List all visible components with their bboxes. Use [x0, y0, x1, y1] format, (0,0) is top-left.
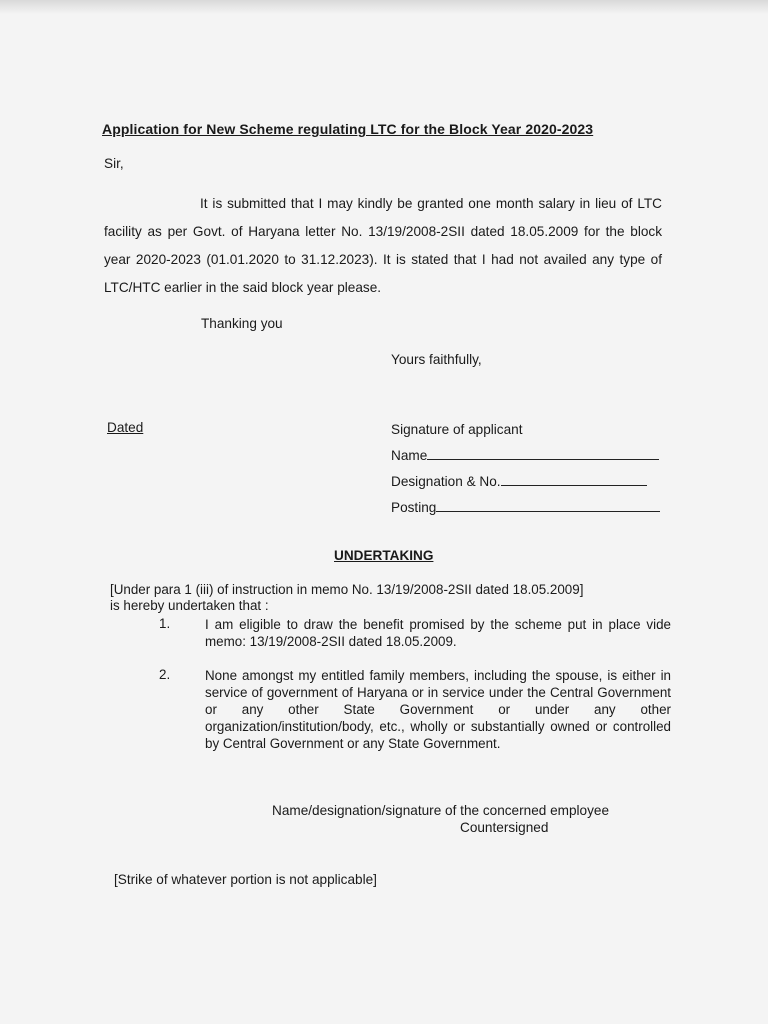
scan-shadow: [0, 0, 768, 14]
thanks-line: Thanking you: [201, 316, 283, 331]
designation-label: Designation & No.: [391, 474, 501, 489]
designation-blank-line: [501, 473, 647, 486]
undertaking-heading: UNDERTAKING: [334, 548, 434, 563]
closing-line: Yours faithfully,: [391, 352, 482, 367]
undertaking-item-number: 1.: [159, 616, 171, 631]
posting-field: [391, 499, 660, 515]
signature-label: Signature of applicant: [391, 422, 523, 437]
name-label: Name: [391, 448, 428, 463]
posting-blank-line: [436, 499, 660, 512]
designation-field: [391, 473, 647, 489]
undertaking-intro: is hereby undertaken that :: [110, 598, 269, 613]
undertaking-item-number: 2.: [159, 667, 171, 682]
employee-signature-line: Name/designation/signature of the concerned employee: [272, 803, 610, 818]
document-title: Application for New Scheme regulating LTC for the Block Year 2020-2023: [102, 121, 594, 137]
salutation: Sir,: [104, 156, 124, 171]
name-blank-line: [427, 447, 659, 460]
posting-label: Posting: [391, 500, 437, 515]
undertaking-reference-block: [110, 582, 670, 614]
undertaking-item-text: I am eligible to draw the benefit promised by the scheme put in place vide memo: 13/19/2008-2SII dated 18.05.2009.: [205, 617, 671, 649]
countersigned-label: Countersigned: [460, 820, 549, 835]
dated-label: Dated: [107, 420, 144, 435]
application-body: It is submitted that I may kindly be granted one month salary in lieu of LTC facility as per Govt. of Haryana letter No. 13/19/2008-2SII dated 18.05.2009 for the block year 2020-2023 (01.01.2020 to 31.12.2023). It is stated that I had not availed any type of LTC/HTC earlier in the said block year please.: [104, 196, 662, 295]
undertaking-reference: [Under para 1 (iii) of instruction in memo No. 13/19/2008-2SII dated 18.05.2009]: [110, 582, 584, 597]
name-field: [391, 447, 659, 463]
footnote: [Strike of whatever portion is not applicable]: [114, 872, 377, 887]
undertaking-item-text: None amongst my entitled family members, including the spouse, is either in service of government of Haryana or in service under the Central Government or any other State Government or under any other organization/institution/body, etc., wholly or substantially owned or controlled by Central Government or any State Government.: [205, 668, 671, 751]
